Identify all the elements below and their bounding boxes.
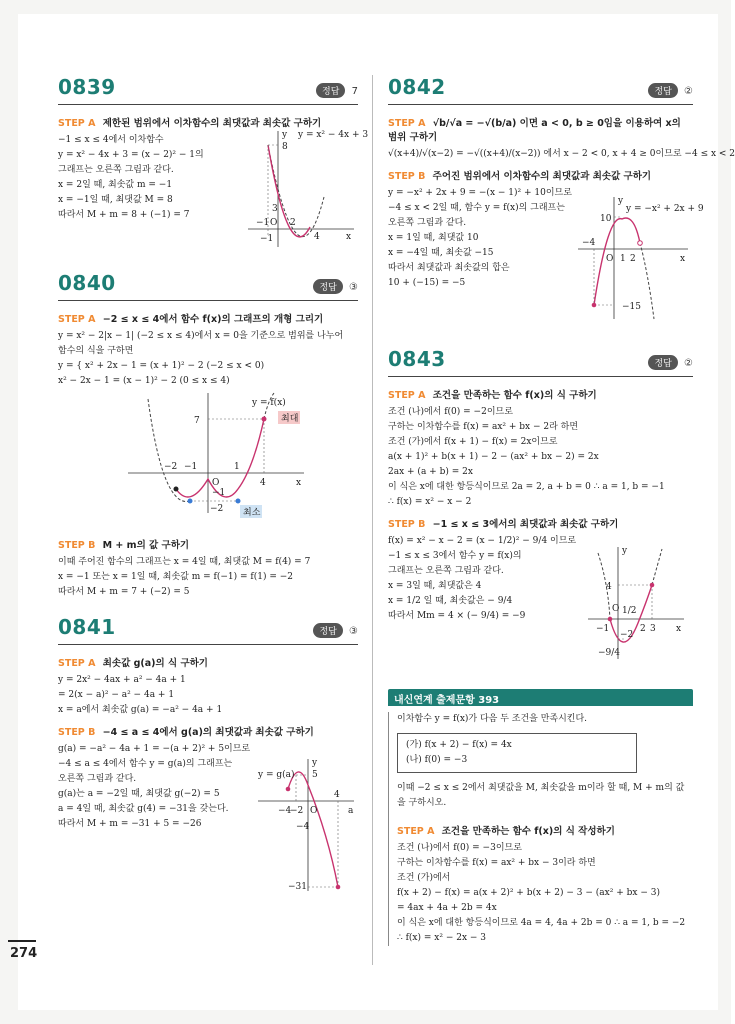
label-two: 2 [640, 624, 646, 634]
graph-0841 [258, 755, 358, 895]
label-y: y [282, 130, 288, 140]
step-b [388, 168, 693, 182]
piecewise-curve [176, 419, 264, 497]
problem-intro: 이차함수 y = f(x)가 다음 두 조건을 만족시킨다. [397, 714, 588, 724]
solution-line: −4 ≤ a ≤ 4에서 함수 y = g(a)의 그래프는 [58, 759, 233, 769]
step-title: 제한된 범위에서 이차함수의 최댓값과 최솟값 구하기 [102, 118, 322, 129]
naesin-header: 내신연계 출제문항 393 [388, 689, 693, 706]
solution-line: 따라서 최댓값과 최솟값의 합은 [388, 263, 510, 273]
label-function: y = g(a) [258, 770, 295, 780]
problem-0839 [58, 75, 369, 244]
solution-line: g(a)는 a = −2일 때, 최댓값 g(−2) = 5 [58, 789, 220, 799]
label-x: x [680, 254, 686, 264]
endpoint-dot [174, 487, 179, 492]
step-a [388, 115, 693, 143]
solution-line: y = x² − 2|x − 1| (−2 ≤ x ≤ 4)에서 x = 0을 기준으로 범위를 나누어 [58, 331, 344, 341]
step-b [58, 724, 358, 738]
max-dot [262, 417, 267, 422]
step-b [58, 537, 358, 551]
graph-0842 [578, 193, 704, 323]
label-y: y [312, 758, 318, 768]
solution-line: 조건 (나)에서 f(0) = −3이므로 [397, 843, 522, 853]
label-neg2: −2 [620, 630, 634, 640]
label-four: 4 [334, 790, 340, 800]
min-dot [236, 499, 241, 504]
endpoint-dot [286, 787, 291, 792]
solution-line: 오른쪽 그림과 같다. [388, 218, 467, 228]
step-title: −4 ≤ a ≤ 4에서 g(a)의 최댓값과 최솟값 구하기 [102, 727, 314, 738]
solution-line: y = 2x² − 4ax + a² − 4a + 1 [58, 675, 186, 685]
label-max: 최대 [281, 414, 299, 424]
problem-0841 [58, 615, 358, 892]
problem-0843 [388, 347, 693, 658]
step-label: STEP A [58, 658, 96, 669]
label-y8: 8 [282, 142, 288, 152]
left-parabola-dashed [148, 399, 190, 502]
step-label: STEP A [58, 314, 96, 325]
label-five: 5 [312, 770, 318, 780]
solution-line: 이 식은 x에 대한 항등식이므로 4a = 4, 4a + 2b = 0 ∴ a = 1, b = −2 [397, 918, 686, 928]
label-neg1: −1 [596, 624, 610, 634]
solution-line: y = −x² + 2x + 9 = −(x − 1)² + 10이므로 [388, 188, 572, 198]
answer-badge [648, 355, 693, 370]
solution-line: y = x² − 4x + 3 = (x − 2)² − 1의 [58, 150, 204, 160]
step-title: −2 ≤ x ≤ 4에서 함수 f(x)의 그래프의 개형 그리기 [102, 314, 324, 325]
solution-line: 그래프는 오른쪽 그림과 같다. [58, 165, 174, 175]
problem-number: 0839 [58, 75, 116, 99]
answer-value: ② [684, 358, 693, 369]
solution-line: 2ax + (a + b) = 2x [388, 467, 473, 477]
problem-number: 0842 [388, 75, 446, 99]
step-label: STEP B [58, 727, 96, 738]
step-title: 조건을 만족하는 함수 f(x)의 식 작성하기 [441, 826, 615, 837]
solution-text [58, 329, 358, 389]
step-label: STEP B [388, 171, 426, 182]
label-origin: O [606, 254, 614, 264]
solution-line: 따라서 M + m = 7 + (−2) = 5 [58, 587, 190, 597]
answer-badge [648, 83, 693, 98]
step-label: STEP A [388, 118, 426, 129]
step-label: STEP A [58, 118, 96, 129]
solution-line: x = 1/2 일 때, 최솟값은 − 9/4 [388, 596, 513, 606]
problem-number: 0843 [388, 347, 446, 371]
step-b-block [58, 533, 358, 600]
step-label: STEP A [388, 390, 426, 401]
solution-line: = 2(x − a)² − a² − 4a + 1 [58, 690, 175, 700]
label-function: y = f(x) [252, 398, 286, 408]
label-y3: 3 [272, 204, 278, 214]
label-two: 2 [290, 218, 296, 228]
solution-line: x = 3일 때, 최댓값은 4 [388, 581, 482, 591]
label-four: 4 [260, 478, 266, 488]
label-neg1: −1 [256, 218, 270, 228]
label-origin: O [310, 806, 318, 816]
solution-line: x = a에서 최솟값 g(a) = −a² − 4a + 1 [58, 705, 223, 715]
problem-0840 [58, 271, 358, 597]
label-seven: 7 [194, 416, 200, 426]
label-origin: O [612, 604, 620, 614]
label-neg2y: −2 [210, 504, 224, 514]
solution-line: 따라서 M + m = 8 + (−1) = 7 [58, 210, 190, 220]
answer-value: 7 [351, 86, 358, 97]
solution-line: 이 식은 x에 대한 항등식이므로 2a = 2, a + b = 0 ∴ a = 1, b = −1 [388, 482, 665, 492]
endpoint-dot [608, 617, 613, 622]
question-line: 이때 −2 ≤ x ≤ 2에서 최댓값을 M, 최솟값을 m이라 할 때, M + m의 값 [397, 783, 685, 793]
solution-line: 구하는 이차함수를 f(x) = ax² + bx − 3이라 하면 [397, 858, 596, 868]
answer-value: ② [684, 86, 693, 97]
answer-tag: 정답 [313, 279, 342, 294]
step-title: −1 ≤ x ≤ 3에서의 최댓값과 최솟값 구하기 [432, 519, 619, 530]
answer-tag: 정답 [316, 83, 345, 98]
solution-line: −4 ≤ x < 2일 때, 함수 y = f(x)의 그래프는 [388, 203, 565, 213]
problem-0842 [388, 75, 735, 312]
label-origin: O [212, 478, 220, 488]
step-a [58, 311, 358, 325]
label-y: y [622, 546, 628, 556]
label-three: 3 [650, 624, 656, 634]
endpoint-dot [336, 885, 341, 890]
label-function: y = x² − 4x + 3 [298, 130, 369, 140]
step-title: 최솟값 g(a)의 식 구하기 [102, 658, 208, 669]
label-one: 1 [234, 462, 240, 472]
label-a: a [348, 806, 354, 816]
problem-header [58, 615, 358, 645]
solution-line: 따라서 M + m = −31 + 5 = −26 [58, 819, 202, 829]
label-neg1: −1 [184, 462, 198, 472]
solution-line: 조건 (나)에서 f(0) = −2이므로 [388, 407, 513, 417]
solution-line: −1 ≤ x ≤ 3에서 함수 y = f(x)의 [388, 551, 522, 561]
parabola-dashed-right [652, 549, 662, 585]
label-neg94: −9/4 [598, 648, 621, 658]
solution-line: 조건 (가)에서 [397, 873, 451, 883]
problem-header [58, 271, 358, 301]
answer-tag: 정답 [648, 83, 677, 98]
label-four: 4 [314, 232, 320, 242]
problem-header [58, 75, 358, 105]
solution-line: √(x+4)/√(x−2) = −√((x+4)/(x−2)) 에서 x − 2 < 0, x + 4 ≥ 0이므로 −4 ≤ x < 2 [388, 149, 735, 159]
solution-line: ∴ f(x) = x² − x − 2 [388, 497, 472, 507]
label-x: x [296, 478, 302, 488]
answer-badge [313, 623, 358, 638]
problem-number: 0840 [58, 271, 116, 295]
endpoint-dot [592, 303, 597, 308]
graph-0843 [588, 543, 688, 663]
solution-line: x² − 2x − 1 = (x − 1)² − 2 (0 ≤ x ≤ 4) [58, 376, 230, 386]
solution-line: x = −1 또는 x = 1일 때, 최솟값 m = f(−1) = f(1) = −2 [58, 572, 293, 582]
naesin-body [388, 712, 693, 946]
solution-line: 구하는 이차함수를 f(x) = ax² + bx − 2라 하면 [388, 422, 579, 432]
step-title: 주어진 범위에서 이차함수의 최댓값과 최솟값 구하기 [432, 171, 652, 182]
answer-value: ③ [349, 626, 358, 637]
solution-line: y = { x² + 2x − 1 = (x + 1)² − 2 (−2 ≤ x < 0) [58, 361, 265, 371]
min-dot [188, 499, 193, 504]
label-one: 1 [620, 254, 626, 264]
step-title: M + m의 값 구하기 [102, 540, 190, 551]
solution-line: 10 + (−15) = −5 [388, 278, 466, 288]
solution-line: x = −4일 때, 최솟값 −15 [388, 248, 494, 258]
step-title: 조건을 만족하는 함수 f(x)의 식 구하기 [432, 390, 597, 401]
answer-tag: 정답 [313, 623, 342, 638]
step-a [58, 655, 358, 669]
label-function: y = −x² + 2x + 9 [626, 204, 704, 214]
graph-0839 [248, 127, 369, 249]
label-two: 2 [630, 254, 636, 264]
solution-line: ∴ f(x) = x² − 2x − 3 [397, 933, 487, 943]
answer-value: ③ [349, 282, 358, 293]
label-min: 최소 [243, 508, 261, 518]
step-title: √b/√a = −√(b/a) 이면 a < 0, b ≥ 0임을 이용하여 x의 범위 구하기 [388, 118, 681, 143]
solution-line: a = 4일 때, 최솟값 g(4) = −31을 갖는다. [58, 804, 229, 814]
label-four: 4 [606, 582, 612, 592]
label-half: 1/2 [622, 606, 637, 616]
solution-line: = 4ax + 4a + 2b = 4x [397, 903, 497, 913]
answer-tag: 정답 [648, 355, 677, 370]
solution-line: 그래프는 오른쪽 그림과 같다. [388, 566, 504, 576]
label-neg2: −2 [164, 462, 178, 472]
conditions-box [397, 733, 637, 773]
label-x: x [346, 232, 352, 242]
parabola-dashed [640, 243, 654, 319]
solution-line: f(x + 2) − f(x) = a(x + 2)² + b(x + 2) − 3 − (ax² + bx − 3) [397, 888, 660, 898]
condition-1: (가) f(x + 2) − f(x) = 4x [406, 740, 512, 750]
solution-line: 이때 주어진 함수의 그래프는 x = 4일 때, 최댓값 M = f(4) = 7 [58, 557, 311, 567]
label-neg2: −2 [290, 806, 304, 816]
question-line: 을 구하시오. [397, 798, 447, 808]
solution-line: g(a) = −a² − 4a + 1 = −(a + 2)² + 5이므로 [58, 744, 251, 754]
label-neg1y: −1 [212, 488, 226, 498]
graph-0840 [128, 389, 308, 519]
naesin-linked-problem [388, 689, 693, 946]
label-neg4y: −4 [296, 822, 310, 832]
step-a [388, 387, 693, 401]
step-b [388, 516, 693, 530]
label-ten: 10 [600, 214, 612, 224]
solution-line: 오른쪽 그림과 같다. [58, 774, 137, 784]
label-neg15: −15 [622, 302, 641, 312]
label-neg1b: −1 [260, 234, 274, 244]
solution-line: −1 ≤ x ≤ 4에서 이차함수 [58, 135, 164, 145]
open-endpoint [638, 241, 643, 246]
column-divider [372, 75, 373, 965]
label-origin: O [270, 218, 278, 228]
answer-badge [316, 83, 358, 98]
solution-line: a(x + 1)² + b(x + 1) − 2 − (ax² + bx − 2) = 2x [388, 452, 599, 462]
solution-line: x = −1일 때, 최댓값 M = 8 [58, 195, 173, 205]
solution-line: x = 2일 때, 최솟값 m = −1 [58, 180, 173, 190]
problem-header [388, 75, 693, 105]
problem-number: 0841 [58, 615, 116, 639]
step-label: STEP A [397, 826, 435, 837]
page-number-bar [8, 940, 36, 942]
label-x: x [676, 624, 682, 634]
solution-line: f(x) = x² − x − 2 = (x − 1/2)² − 9/4 이므로 [388, 536, 577, 546]
solution-line: x = 1일 때, 최댓값 10 [388, 233, 479, 243]
label-y: y [618, 196, 624, 206]
step-label: STEP B [388, 519, 426, 530]
solution-line: 따라서 Mm = 4 × (− 9/4) = −9 [388, 611, 526, 621]
step-a [397, 823, 693, 837]
solution-line: 조건 (가)에서 f(x + 1) − f(x) = 2x이므로 [388, 437, 558, 447]
label-neg31: −31 [288, 882, 307, 892]
problem-header [388, 347, 693, 377]
answer-badge [313, 279, 358, 294]
solution-line: 함수의 식을 구하면 [58, 346, 134, 356]
endpoint-dot [650, 583, 655, 588]
step-label: STEP B [58, 540, 96, 551]
condition-2: (나) f(0) = −3 [406, 755, 468, 765]
page-number: 274 [10, 946, 38, 961]
label-neg4: −4 [278, 806, 292, 816]
label-neg4: −4 [582, 238, 596, 248]
